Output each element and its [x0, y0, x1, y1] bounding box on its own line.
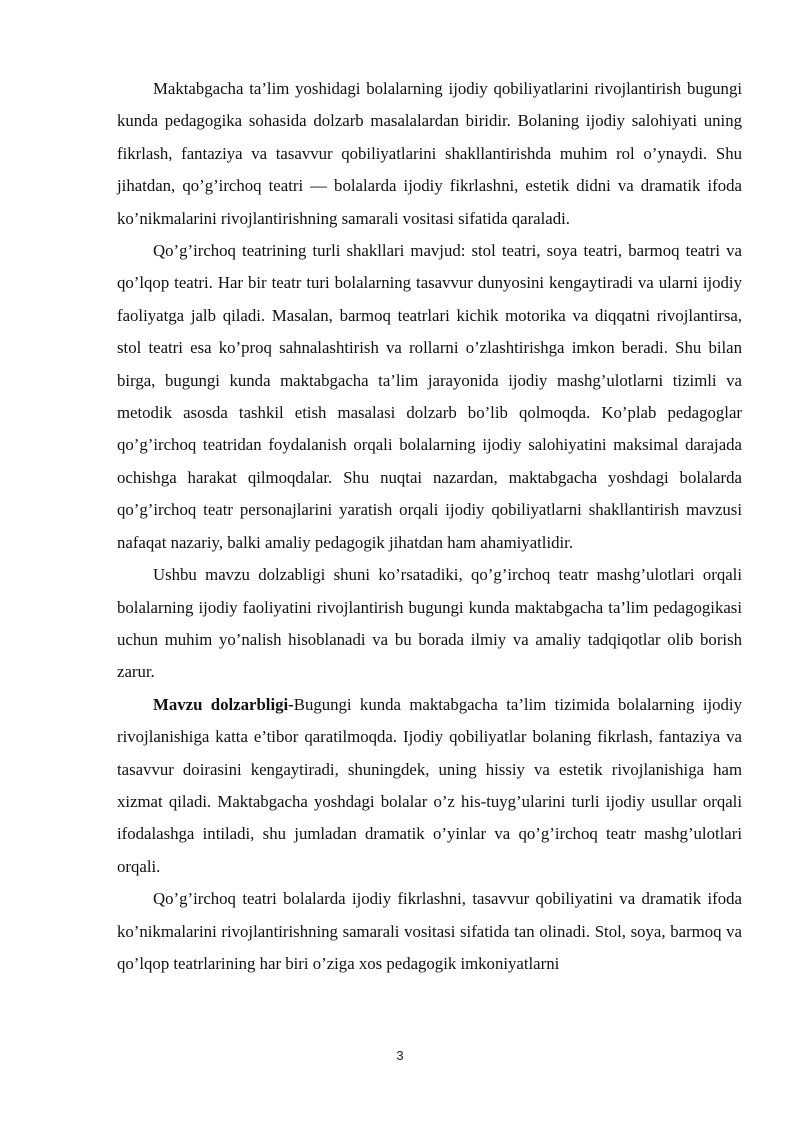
relevance-text: Bugungi kunda maktabgacha ta’lim tizimida bolalarning ijodiy rivojlanishiga katta e’tibor qaratilmoqda. Ijodiy qobiliyatlar bolaning fikrlash, fantaziya va tasavvur doirasini kengaytiradi, shuningdek, uning hissiy va estetik rivojlanishiga ham xizmat qiladi. Maktabgacha yoshdagi bolalar o’z his-tuyg’ularini turli ijodiy usullar orqali ifodalashga intiladi, shu jumladan dramatik o’yinlar va qo’g’irchoq teatr mashg’ulotlari orqali.: [117, 694, 742, 876]
puppet-theatre-types-paragraph: Qo’g’irchoq teatrining turli shakllari mavjud: stol teatri, soya teatri, barmoq teatri va qo’lqop teatri. Har bir teatr turi bolalarning tasavvur dunyosini kengaytiradi va ularni ijodiy faoliyatga jalb qiladi. Masalan, barmoq teatrlari kichik motorika va diqqatni rivojlantirsa, stol teatri esa ko’proq sahnalashtirish va rollarni o’zlashtirishga imkon beradi. Shu bilan birga, bugungi kunda maktabgacha ta’lim jarayonida ijodiy mashg’ulotlarni tizimli va metodik asosda tashkil etish masalasi dolzarb bo’lib qolmoqda. Ko’plab pedagoglar qo’g’irchoq teatridan foydalanish orqali bolalarning ijodiy salohiyatini maksimal darajada ochishga harakat qilmoqdalar. Shu nuqtai nazardan, maktabgacha yoshdagi bolalarda qo’g’irchoq teatr personajlarini yaratish orqali ijodiy qobiliyatlarni shakllantirish mavzusi nafaqat nazariy, balki amaliy pedagogik jihatdan ham ahamiyatlidir.: [117, 241, 742, 552]
page-number: 3: [396, 1048, 404, 1063]
relevance-heading: Mavzu dolzarbligi-: [153, 694, 294, 714]
final-paragraph: Qo’g’irchoq teatri bolalarda ijodiy fikrlashni, tasavvur qobiliyatini va dramatik ifoda ko’nikmalarini rivojlantirishning samarali vositasi sifatida tan olinadi. Stol, soya, barmoq va qo’lqop teatrlarining har biri o’ziga xos pedagogik imkoniyatlarni: [117, 889, 742, 973]
document-body: [117, 73, 742, 980]
topic-importance-paragraph: Ushbu mavzu dolzabligi shuni ko’rsatadiki, qo’g’irchoq teatr mashg’ulotlari orqali bolalarning ijodiy faoliyatini rivojlantirish bugungi kunda maktabgacha ta’lim pedagogikasi uchun muhim yo’nalish hisoblanadi va bu borada ilmiy va amaliy tadqiqotlar olib borish zarur.: [117, 565, 742, 682]
relevance-paragraph: [117, 689, 742, 883]
intro-paragraph: Maktabgacha ta’lim yoshidagi bolalarning ijodiy qobiliyatlarini rivojlantirish bugungi kunda pedagogika sohasida dolzarb masalalardan biridir. Bolaning ijodiy salohiyati uning fikrlash, fantaziya va tasavvur qobiliyatlarini shakllantirishda muhim rol o’ynaydi. Shu jihatdan, qo’g’irchoq teatri — bolalarda ijodiy fikrlashni, estetik didni va dramatik ifoda ko’nikmalarini rivojlantirishning samarali vositasi sifatida qaraladi.: [117, 79, 742, 228]
